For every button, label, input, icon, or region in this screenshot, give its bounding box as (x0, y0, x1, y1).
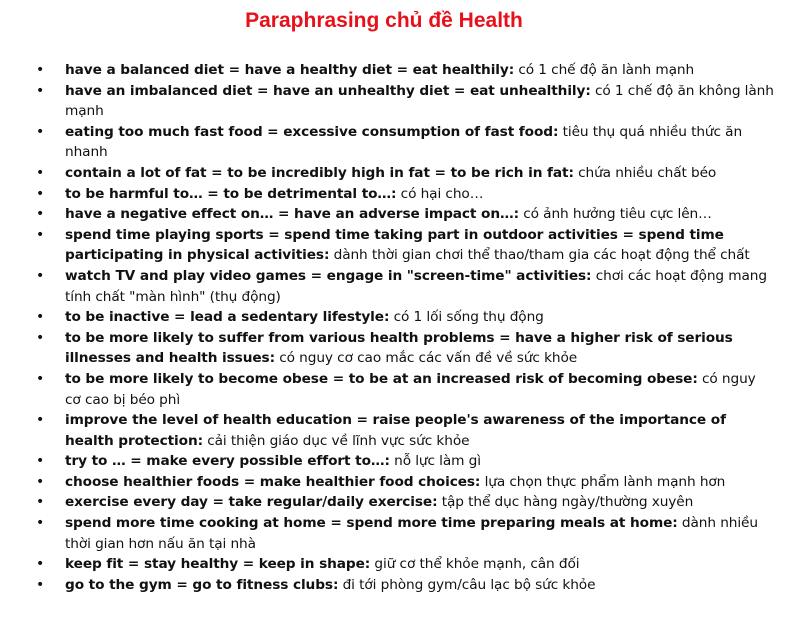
item-term: have a balanced diet = have a healthy diet = eat healthily: (65, 62, 515, 78)
bullet-icon: • (36, 267, 45, 284)
vocabulary-list (0, 60, 794, 595)
item-term: spend more time cooking at home = spend more time preparing meals at home: (65, 515, 678, 532)
page-title: Paraphrasing chủ đề Health (245, 9, 523, 32)
bullet-icon: • (36, 453, 45, 470)
bullet-icon: • (36, 556, 45, 573)
item-meaning: có 1 chế độ ăn không lành mạnh (65, 82, 774, 120)
list-item (0, 60, 794, 81)
item-term: go to the gym = go to fitness clubs: (65, 576, 339, 593)
list-item (0, 513, 794, 554)
bullet-icon: • (36, 62, 45, 78)
item-term: to be more likely to suffer from various health problems = have a higher risk of serious illnesses and health issues: (65, 329, 733, 367)
item-meaning: có 1 chế độ ăn lành mạnh (514, 62, 695, 78)
bullet-icon: • (36, 515, 45, 532)
list-item (0, 328, 794, 369)
list-item (0, 369, 794, 410)
item-meaning: dành nhiều thời gian hơn nấu ăn tại nhà (65, 515, 758, 552)
item-meaning: lựa chọn thực phẩm lành mạnh hơn (480, 473, 726, 490)
item-meaning: có nguy cơ cao bị béo phì (65, 370, 756, 408)
bullet-icon: • (36, 576, 45, 593)
item-term: watch TV and play video games = engage in "screen-time" activities: (65, 267, 592, 284)
item-term: have an imbalanced diet = have an unhealthy diet = eat unhealthily: (65, 82, 591, 99)
item-term: eating too much fast food = excessive consumption of fast food: (65, 123, 559, 140)
list-item (0, 184, 794, 205)
list-item (0, 81, 794, 122)
list-item (0, 163, 794, 184)
item-term: contain a lot of fat = to be incredibly high in fat = to be rich in fat: (65, 164, 574, 181)
item-meaning: có nguy cơ cao mắc các vấn đề về sức khỏe (274, 350, 578, 367)
list-item (0, 410, 794, 451)
bullet-icon: • (36, 329, 45, 346)
list-item (0, 492, 794, 513)
list-item (0, 575, 794, 596)
item-meaning: tiêu thụ quá nhiều thức ăn nhanh (65, 123, 743, 161)
item-meaning: có hại cho… (396, 185, 484, 202)
item-term: to be inactive = lead a sedentary lifestyle: (65, 309, 390, 326)
bullet-icon: • (36, 412, 45, 429)
item-meaning: dành thời gian chơi thể thao/tham gia các hoạt động thể chất (329, 247, 750, 264)
item-term: try to … = make every possible effort to…: (65, 453, 390, 470)
item-meaning: đi tới phòng gym/câu lạc bộ sức khỏe (338, 576, 596, 593)
item-meaning: cải thiện giáo dục về lĩnh vực sức khỏe (202, 432, 470, 449)
item-meaning: nỗ lực làm gì (389, 453, 481, 470)
item-term: choose healthier foods = make healthier food choices: (65, 473, 481, 490)
bullet-icon: • (36, 370, 45, 387)
bullet-icon: • (36, 123, 45, 140)
item-term: exercise every day = take regular/daily exercise: (65, 494, 438, 511)
item-term: keep fit = stay healthy = keep in shape: (65, 556, 371, 573)
bullet-icon: • (36, 206, 45, 223)
bullet-icon: • (36, 226, 45, 243)
item-term: have a negative effect on… = have an adverse impact on…: (65, 206, 519, 223)
list-item (0, 307, 794, 328)
item-meaning: chứa nhiều chất béo (573, 164, 717, 181)
item-term: spend time playing sports = spend time taking part in outdoor activities = spend time participating in physical activities: (65, 226, 724, 264)
list-item (0, 451, 794, 472)
item-meaning: có 1 lối sống thụ động (389, 309, 544, 326)
bullet-icon: • (36, 309, 45, 326)
bullet-icon: • (36, 185, 45, 202)
bullet-icon: • (36, 473, 45, 490)
bullet-icon: • (36, 164, 45, 181)
item-term: to be harmful to… = to be detrimental to…: (65, 185, 397, 202)
list-item (0, 266, 794, 307)
bullet-icon: • (36, 82, 45, 99)
list-item (0, 472, 794, 493)
bullet-icon: • (36, 494, 45, 511)
item-meaning: chơi các hoạt động mang tính chất "màn hình" (thụ động) (65, 267, 767, 305)
list-item (0, 225, 794, 266)
list-item (0, 122, 794, 163)
list-item (0, 204, 794, 225)
item-meaning: tập thể dục hàng ngày/thường xuyên (437, 494, 694, 511)
item-term: to be more likely to become obese = to be at an increased risk of becoming obese: (65, 370, 698, 387)
item-meaning: giữ cơ thể khỏe mạnh, cân đối (370, 556, 580, 573)
item-meaning: có ảnh hưởng tiêu cực lên… (518, 206, 712, 223)
item-term: improve the level of health education = raise people's awareness of the importance of health protection: (65, 412, 726, 449)
list-item (0, 554, 794, 575)
